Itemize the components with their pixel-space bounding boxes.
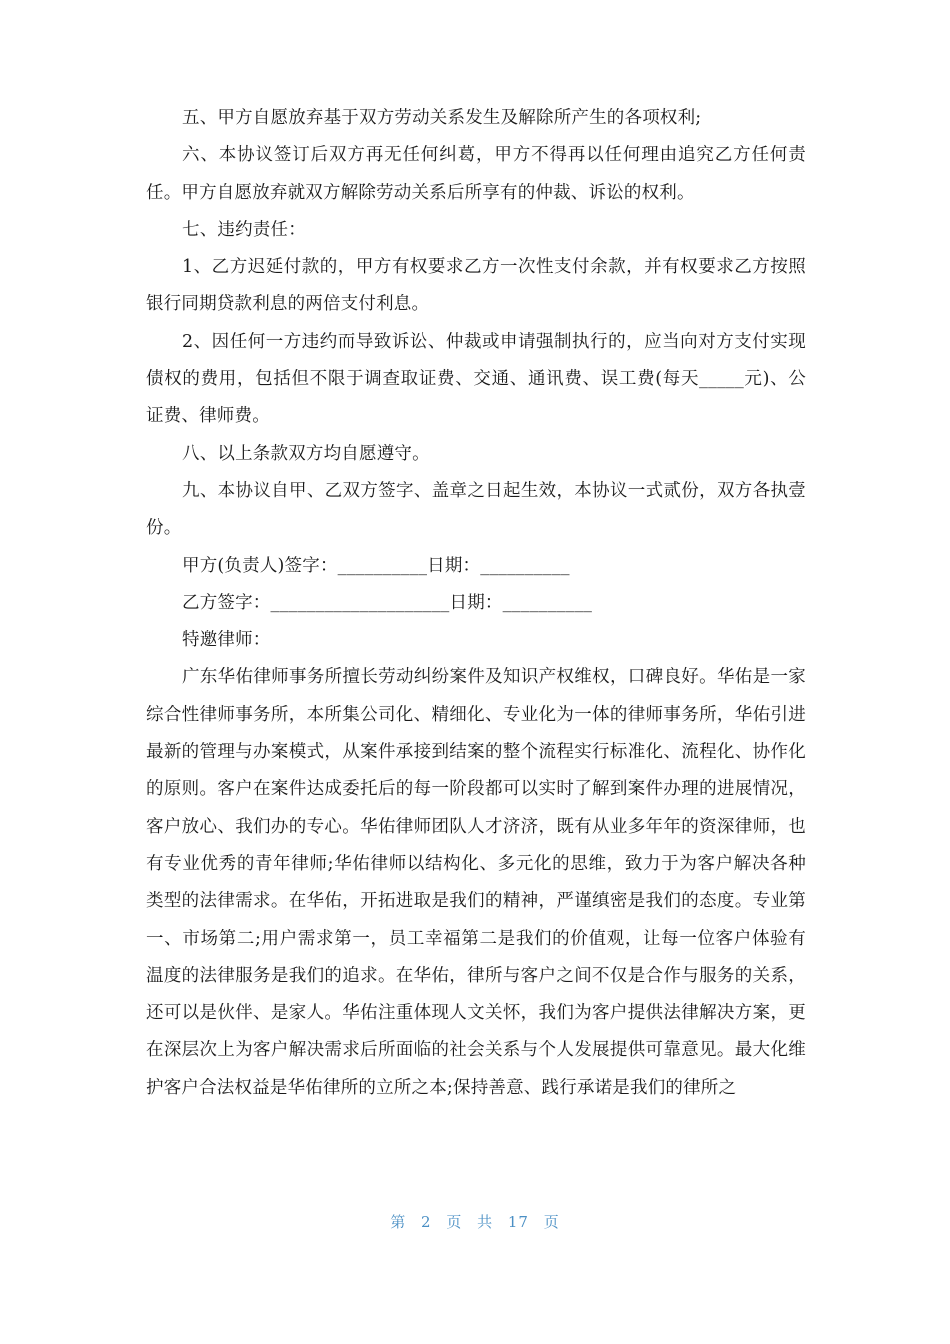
clause-7-heading: 七、违约责任： (182, 219, 306, 240)
clause-5: 五、甲方自愿放弃基于双方劳动关系发生及解除所产生的各项权利; (182, 108, 702, 128)
page-number-footer: 第 2 页 共 17 页 (390, 1213, 560, 1231)
clause-6: 六、本协议签订后双方再无任何纠葛，甲方不得再以任何理由追究乙方任何责任。甲方自愿放弃就双方解除劳动关系后所享有的仲裁、诉讼的权利。 (146, 145, 806, 203)
clause-7-item-1: 1、乙方迟延付款的，甲方有权要求乙方一次性支付余款，并有权要求乙方按照银行同期贷款利息的两倍支付利息。 (146, 257, 806, 315)
document-body (146, 100, 806, 1107)
clause-9: 九、本协议自甲、乙双方签字、盖章之日起生效，本协议一式贰份，双方各执壹份。 (146, 480, 806, 539)
party-b-signature-line: 乙方签字：____________________日期：__________ (182, 592, 593, 613)
clause-7-item-2: 2、因任何一方违约而导致诉讼、仲裁或申请强制执行的，应当向对方支付实现债权的费用，包括但不限于调查取证费、交通、通讯费、误工费(每天_____元)、公证费、律师费。 (146, 331, 806, 427)
clause-8: 八、以上条款双方均自愿遵守。 (182, 443, 430, 464)
law-firm-description: 广东华佑律师事务所擅长劳动纠纷案件及知识产权维权，口碑良好。华佑是一家综合性律师事务所，本所集公司化、精细化、专业化为一体的律师事务所，华佑引进最新的管理与办案模式，从案件承接到结案的整个流程实行标准化、流程化、协作化的原则。客户在案件达成委托后的每一阶段都可以实时了解到案件办理的进展情况，客户放心、我们办的专心。华佑律师团队人才济济，既有从业多年年的资深律师，也有专业优秀的青年律师;华佑律师以结构化、多元化的思维，致力于为客户解决各种类型的法律需求。在华佑，开拓进取是我们的精神，严谨缜密是我们的态度。专业第一、市场第二;用户需求第一，员工幸福第二是我们的价值观，让每一位客户体验有温度的法律服务是我们的追求。在华佑，律所与客户之间不仅是合作与服务的关系，还可以是伙伴、是家人。华佑注重体现人文关怀，我们为客户提供法律解决方案，更在深层次上为客户解决需求后所面临的社会关系与个人发展提供可靠意见。最大化维护客户合法权益是华佑律所的立所之本;保持善意、践行承诺是我们的律所之 (146, 667, 806, 1098)
party-a-signature-line: 甲方(负责人)签字：__________日期：__________ (182, 555, 570, 576)
invited-lawyer-heading: 特邀律师： (182, 630, 271, 651)
